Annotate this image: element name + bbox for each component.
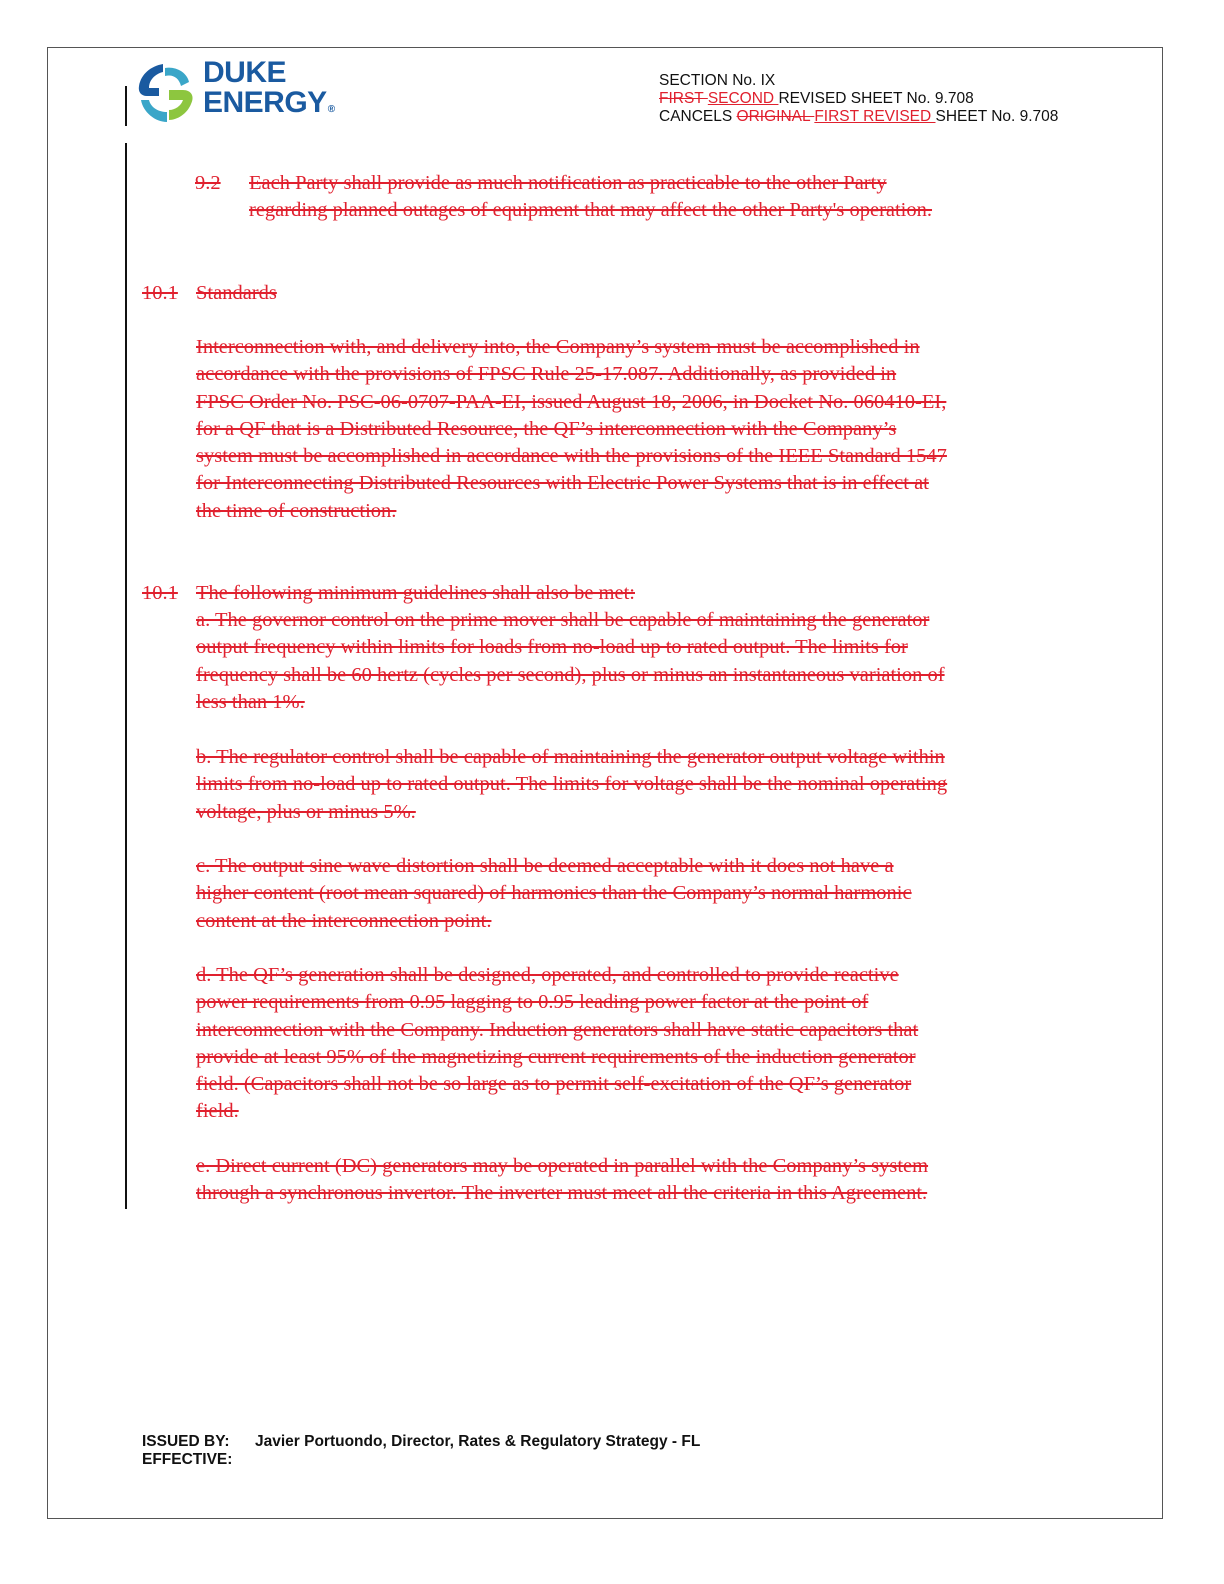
sheet-text: REVISED SHEET No. 9.708 <box>778 90 974 107</box>
effective-label: EFFECTIVE: <box>142 1451 233 1468</box>
text-line: system must be accomplished in accordance with the provisions of the IEEE Standard 1547 <box>196 445 947 468</box>
section-number-10-1: 10.1 <box>142 582 178 604</box>
text-line: frequency shall be 60 hertz (cycles per second), plus or minus an instantaneous variation of <box>196 663 945 686</box>
logo-change-bar <box>125 86 127 126</box>
text-line: Each Party shall provide as much notification as practicable to the other Party <box>249 172 887 194</box>
cancels-prefix: CANCELS <box>659 108 737 125</box>
section-number: SECTION No. IX <box>659 72 776 89</box>
text-line: limits from no-load up to rated output. The limits for voltage shall be the nominal operating <box>196 773 948 796</box>
text-line: interconnection with the Company. Induction generators shall have static capacitors that <box>196 1018 919 1041</box>
revision-change-bar <box>125 143 127 1209</box>
text-line: e. Direct current (DC) generators may be operated in parallel with the Company’s system <box>196 1155 929 1177</box>
text-line: b. The regulator control shall be capable of maintaining the generator output voltage within <box>196 746 945 768</box>
inserted-text: FIRST REVISED <box>814 108 936 125</box>
logo-word-energy: ENERGY <box>203 86 327 119</box>
text-line: higher content (root mean squared) of harmonics than the Company’s normal harmonic <box>196 882 912 905</box>
text-line: regarding planned outages of equipment that may affect the other Party's operation. <box>249 199 933 222</box>
text-line: accordance with the provisions of FPSC Rule 25-17.087. Additionally, as provided in <box>196 363 897 386</box>
text-line: voltage, plus or minus 5%. <box>196 800 416 823</box>
text-line: for Interconnecting Distributed Resources with Electric Power Systems that is in effect at <box>196 472 929 495</box>
text-line: a. The governor control on the prime mover shall be capable of maintaining the generator <box>196 609 930 631</box>
logo-registered-mark: ® <box>327 104 335 115</box>
inserted-text: SECOND <box>707 90 779 107</box>
text-line: FPSC Order No. PSC-06-0707-PAA-EI, issued August 18, 2006, in Docket No. 060410-EI, <box>196 390 947 413</box>
duke-energy-logo <box>133 58 353 128</box>
text-line: provide at least 95% of the magnetizing current requirements of the induction generator <box>196 1045 916 1068</box>
text-line: less than 1%. <box>196 690 305 713</box>
standards-paragraph <box>196 334 947 525</box>
guideline-item-e <box>196 1153 928 1208</box>
guideline-item-c <box>196 853 912 935</box>
issued-by-value: Javier Portuondo, Director, Rates & Regulatory Strategy - FL <box>255 1433 701 1450</box>
duke-energy-logo-mark-icon <box>133 60 197 126</box>
sheet-header <box>659 72 1058 126</box>
section-heading-standards: Standards <box>196 282 277 304</box>
issued-by-label: ISSUED BY: <box>142 1433 230 1450</box>
issued-footer <box>142 1433 700 1469</box>
section-heading-guidelines: The following minimum guidelines shall also be met: <box>196 582 635 604</box>
text-line: the time of construction. <box>196 499 397 522</box>
section-number-9-2: 9.2 <box>195 172 221 194</box>
text-line: content at the interconnection point. <box>196 909 492 932</box>
struck-text: ORIGINAL <box>736 108 815 125</box>
guideline-item-d <box>196 962 918 1126</box>
struck-text: FIRST <box>659 90 708 107</box>
logo-word-duke: DUKE <box>203 56 287 89</box>
text-line: c. The output sine wave distortion shall be deemed acceptable with it does not have a <box>196 855 894 877</box>
section-9-2-text <box>249 170 932 225</box>
text-line: Interconnection with, and delivery into, the Company’s system must be accomplished in <box>196 336 920 358</box>
text-line: field. (Capacitors shall not be so large as to permit self-excitation of the QF’s generator <box>196 1073 912 1096</box>
cancels-sheet-line <box>659 108 1058 126</box>
guideline-item-b <box>196 744 947 826</box>
text-line: output frequency within limits for loads from no-load up to rated output. The limits for <box>196 636 908 659</box>
text-line: through a synchronous invertor. The inverter must meet all the criteria in this Agreement. <box>196 1182 928 1205</box>
guideline-item-a <box>196 607 945 716</box>
text-line: power requirements from 0.95 lagging to 0.95 leading power factor at the point of <box>196 991 869 1014</box>
section-number-10-1: 10.1 <box>142 282 178 304</box>
sheet-text: SHEET No. 9.708 <box>935 108 1059 125</box>
text-line: for a QF that is a Distributed Resource, the QF’s interconnection with the Company’s <box>196 417 897 440</box>
text-line: field. <box>196 1100 239 1123</box>
revised-sheet-line <box>659 90 1058 108</box>
text-line: d. The QF’s generation shall be designed, operated, and controlled to provide reactive <box>196 964 899 986</box>
